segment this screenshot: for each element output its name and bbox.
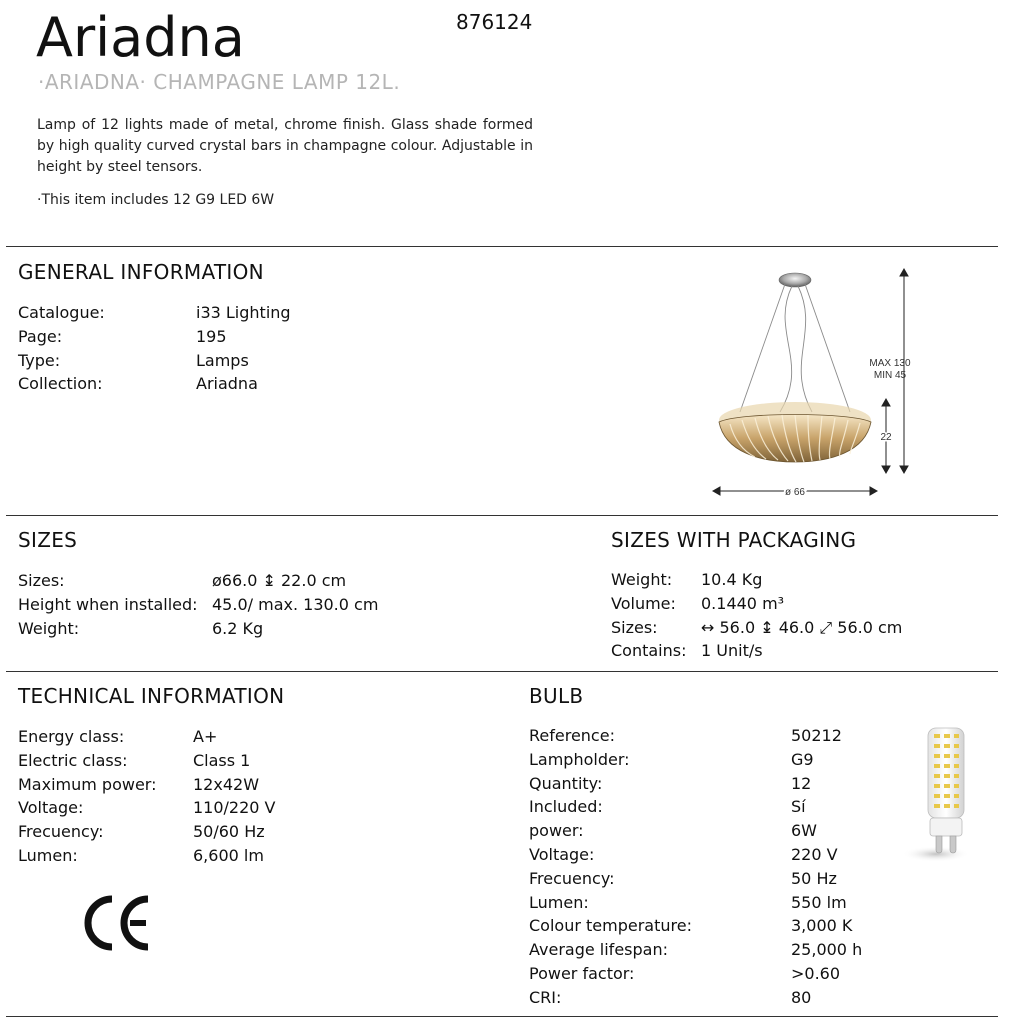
bulb-row-value: 50212 (791, 726, 842, 745)
general-row-label: Page: (18, 326, 63, 346)
g9-led-bulb-icon (898, 720, 978, 870)
technical-row-label: Energy class: (18, 727, 125, 746)
bulb-row (529, 891, 862, 915)
packaging-row-label: Weight: (611, 570, 673, 589)
sizes-row (18, 569, 378, 593)
technical-row (18, 796, 276, 820)
general-row (18, 325, 291, 349)
max-height-label: MAX 130 (869, 358, 911, 369)
technical-row (18, 725, 276, 749)
bulb-row (529, 772, 862, 796)
sizes-row-value: 45.0/ max. 130.0 cm (212, 594, 379, 614)
technical-row-label: Electric class: (18, 750, 128, 770)
bulb-row-label: Lumen: (529, 892, 589, 912)
bulb-row-value: 25,000 h (791, 940, 863, 960)
product-title: Ariadna (36, 6, 245, 69)
packaging-row-value: 1 Unit/s (701, 641, 763, 661)
product-subtitle: ·ARIADNA· CHAMPAGNE LAMP 12L. (38, 70, 401, 94)
technical-row-value: 6,600 lm (193, 845, 264, 865)
technical-row-label: Frecuency: (18, 822, 104, 842)
bulb-title: BULB (529, 684, 584, 708)
technical-row-value: 110/220 V (193, 798, 276, 818)
bulb-row-label: Average lifespan: (529, 940, 668, 960)
bulb-row (529, 819, 862, 843)
technical-row-value: 50/60 Hz (193, 822, 265, 842)
technical-info-table (18, 725, 276, 868)
packaging-row-label: Contains: (611, 641, 687, 661)
bulb-row-value: 220 V (791, 844, 838, 864)
packaging-row (611, 568, 902, 592)
technical-row-label: Maximum power: (18, 774, 157, 794)
technical-row-value: A+ (193, 727, 218, 746)
bulb-row-label: Voltage: (529, 844, 595, 864)
bulb-row (529, 724, 862, 748)
bulb-row (529, 986, 862, 1010)
sizes-row-label: Weight: (18, 618, 80, 638)
sizes-row (18, 617, 378, 641)
general-row-label: Collection: (18, 374, 103, 394)
packaging-row (611, 639, 902, 663)
packaging-row-value: 0.1440 m³ (701, 593, 785, 613)
technical-row (18, 844, 276, 868)
technical-row-label: Voltage: (18, 798, 84, 818)
canopy-icon (779, 273, 811, 287)
technical-row-value: Class 1 (193, 750, 251, 770)
includes-note: ·This item includes 12 G9 LED 6W (37, 192, 275, 208)
bulb-row (529, 962, 862, 986)
technical-info-title: TECHNICAL INFORMATION (18, 684, 285, 708)
packaging-row-label: Sizes: (611, 617, 658, 637)
bulb-row-value: 550 lm (791, 892, 847, 912)
bulb-row (529, 914, 862, 938)
lamp-dimension-diagram (700, 262, 930, 502)
general-row-label: Type: (18, 350, 61, 370)
divider (6, 246, 998, 247)
general-row (18, 349, 291, 373)
packaging-table (611, 568, 902, 663)
bulb-row-value: 50 Hz (791, 868, 837, 888)
bulb-row-label: Colour temperature: (529, 916, 692, 936)
general-row (18, 301, 291, 325)
general-row-label: Catalogue: (18, 303, 105, 322)
product-description: Lamp of 12 lights made of metal, chrome finish. Glass shade formed by high quality curved crystal bars in champagne colour. Adjustable in height by steel tensors. (37, 117, 533, 175)
general-row-value: Lamps (196, 350, 249, 370)
packaging-row-label: Volume: (611, 593, 676, 613)
bulb-row-value: 80 (791, 987, 812, 1007)
bulb-row-label: power: (529, 821, 584, 841)
bulb-row-label: Quantity: (529, 773, 603, 793)
bulb-row-label: CRI: (529, 987, 562, 1007)
general-row-value: i33 Lighting (196, 303, 291, 322)
sizes-row-value: 6.2 Kg (212, 618, 264, 638)
bulb-row-value: G9 (791, 749, 814, 769)
sizes-row-label: Sizes: (18, 571, 65, 590)
bulb-row-value: Sí (791, 797, 806, 817)
bulb-row-label: Power factor: (529, 963, 635, 983)
technical-row (18, 749, 276, 773)
crystal-shade-icon (719, 402, 871, 462)
general-info-title: GENERAL INFORMATION (18, 260, 264, 284)
min-height-label: MIN 45 (873, 370, 907, 381)
bulb-row-value: 12 (791, 773, 812, 793)
sizes-table (18, 569, 378, 640)
packaging-row-value: ↔ 56.0 ↨ 46.0 ⤢ 56.0 cm (701, 617, 903, 637)
bulb-row (529, 938, 862, 962)
bulb-row-label: Included: (529, 797, 603, 817)
sizes-title: SIZES (18, 528, 78, 552)
bulb-table (529, 724, 862, 1010)
general-row-value: Ariadna (196, 374, 258, 394)
divider (6, 1016, 998, 1017)
packaging-title: SIZES WITH PACKAGING (611, 528, 857, 552)
technical-row (18, 820, 276, 844)
shade-height-label: 22 (880, 432, 892, 443)
ce-mark-icon (84, 893, 154, 953)
divider (6, 671, 998, 672)
bulb-row (529, 843, 862, 867)
sizes-row-value: ø66.0 ↨ 22.0 cm (212, 571, 347, 590)
bulb-row (529, 867, 862, 891)
bulb-row-value: 6W (791, 821, 817, 841)
bulb-row (529, 748, 862, 772)
packaging-row (611, 616, 902, 640)
bulb-row (529, 795, 862, 819)
suspension-cables (740, 284, 850, 412)
bulb-row-label: Reference: (529, 726, 615, 745)
general-row-value: 195 (196, 326, 227, 346)
bulb-row-label: Frecuency: (529, 868, 615, 888)
packaging-row (611, 592, 902, 616)
technical-row (18, 773, 276, 797)
bulb-row-label: Lampholder: (529, 749, 630, 769)
bulb-row-value: 3,000 K (791, 916, 853, 936)
general-info-table (18, 301, 291, 396)
diameter-label: ø 66 (784, 487, 806, 498)
packaging-row-value: 10.4 Kg (701, 570, 763, 589)
divider (6, 515, 998, 516)
sizes-row (18, 593, 378, 617)
technical-row-label: Lumen: (18, 845, 78, 865)
technical-row-value: 12x42W (193, 774, 260, 794)
product-reference: 876124 (456, 10, 533, 34)
bulb-row-value: >0.60 (791, 963, 841, 983)
general-row (18, 372, 291, 396)
sizes-row-label: Height when installed: (18, 594, 198, 614)
